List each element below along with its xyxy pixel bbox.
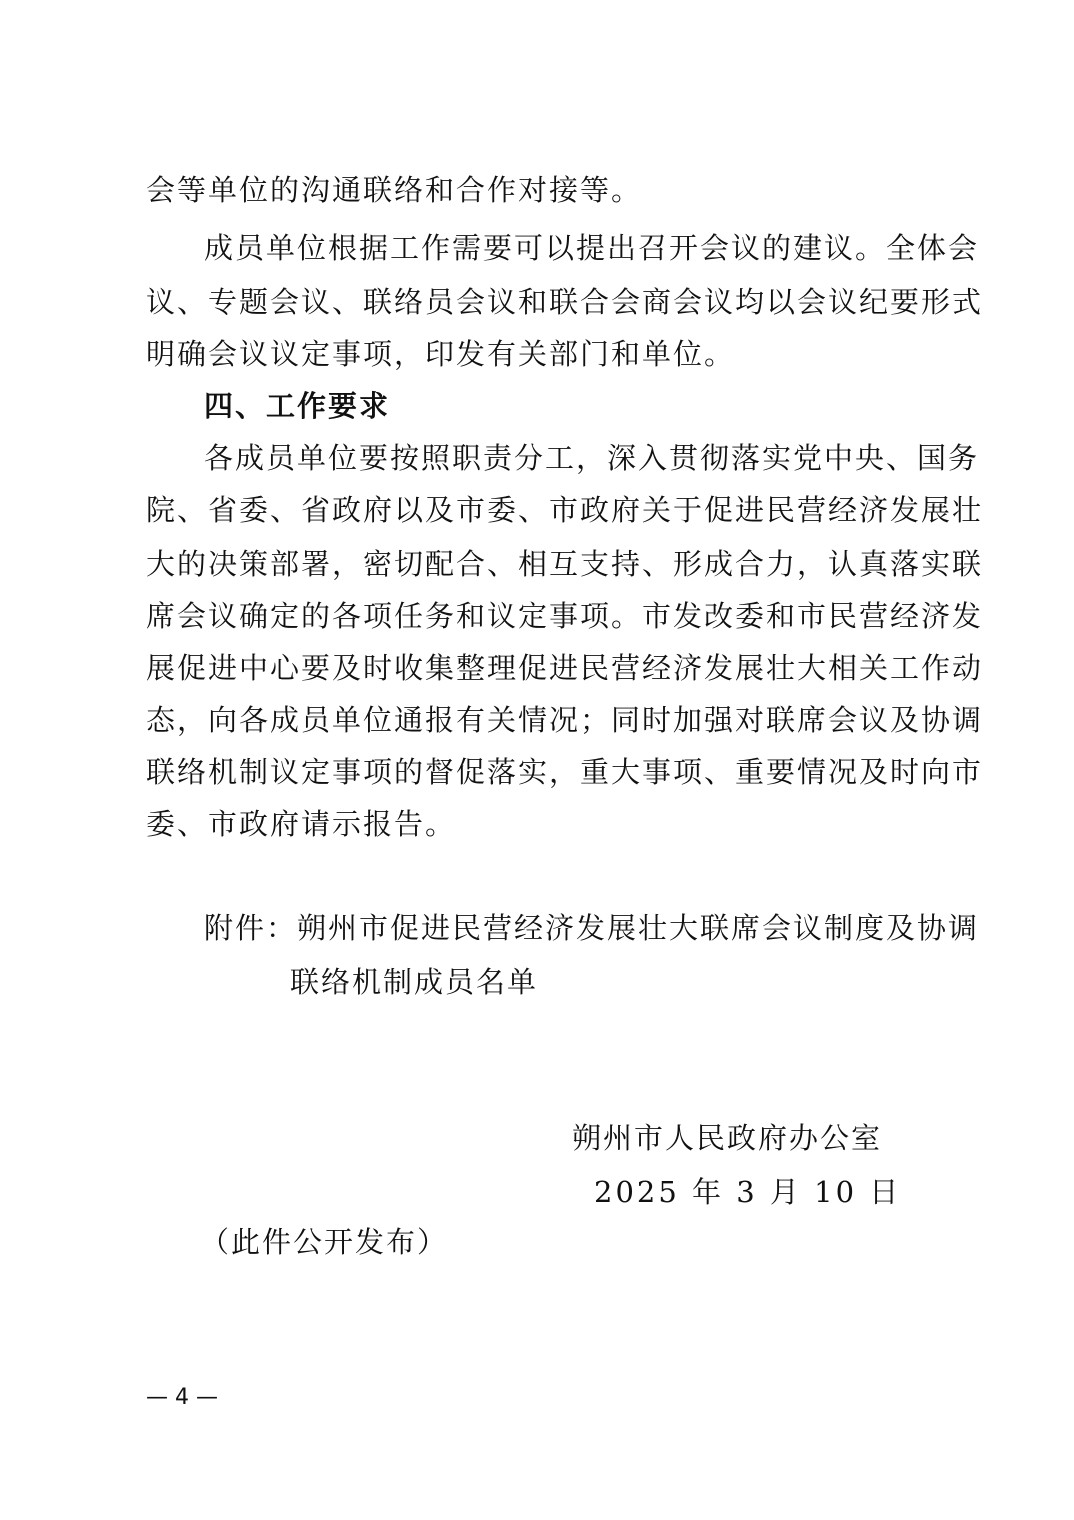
page-number: — 4 — [146, 1385, 218, 1410]
paragraph-line: 展促进中心要及时收集整理促进民营经济发展壮大相关工作动 [146, 651, 984, 685]
issuer-signature: 朔州市人民政府办公室 [572, 1121, 883, 1155]
issue-date: 2025 年 3 月 10 日 [594, 1175, 902, 1209]
paragraph-line: 议、专题会议、联络员会议和联合会商会议均以会议纪要形式 [146, 285, 984, 319]
paragraph-line: 明确会议议定事项，印发有关部门和单位。 [146, 337, 736, 371]
paragraph-line: 联络机制议定事项的督促落实，重大事项、重要情况及时向市 [146, 755, 984, 789]
paragraph-line: 大的决策部署，密切配合、相互支持、形成合力，认真落实联 [146, 547, 984, 581]
paragraph-line: 成员单位根据工作需要可以提出召开会议的建议。全体会 [204, 231, 980, 265]
paragraph-line: 会等单位的沟通联络和合作对接等。 [146, 173, 643, 207]
publication-note: （此件公开发布） [200, 1225, 449, 1259]
paragraph-line: 院、省委、省政府以及市委、市政府关于促进民营经济发展壮 [146, 493, 984, 527]
attachment-line: 附件：朔州市促进民营经济发展壮大联席会议制度及协调 [204, 911, 980, 945]
section-heading: 四、工作要求 [204, 389, 391, 423]
paragraph-line: 各成员单位要按照职责分工，深入贯彻落实党中央、国务 [204, 441, 980, 475]
paragraph-line: 委、市政府请示报告。 [146, 807, 457, 841]
paragraph-line: 席会议确定的各项任务和议定事项。市发改委和市民营经济发 [146, 599, 984, 633]
paragraph-line: 态，向各成员单位通报有关情况；同时加强对联席会议及协调 [146, 703, 984, 737]
attachment-line-continued: 联络机制成员名单 [290, 965, 539, 999]
